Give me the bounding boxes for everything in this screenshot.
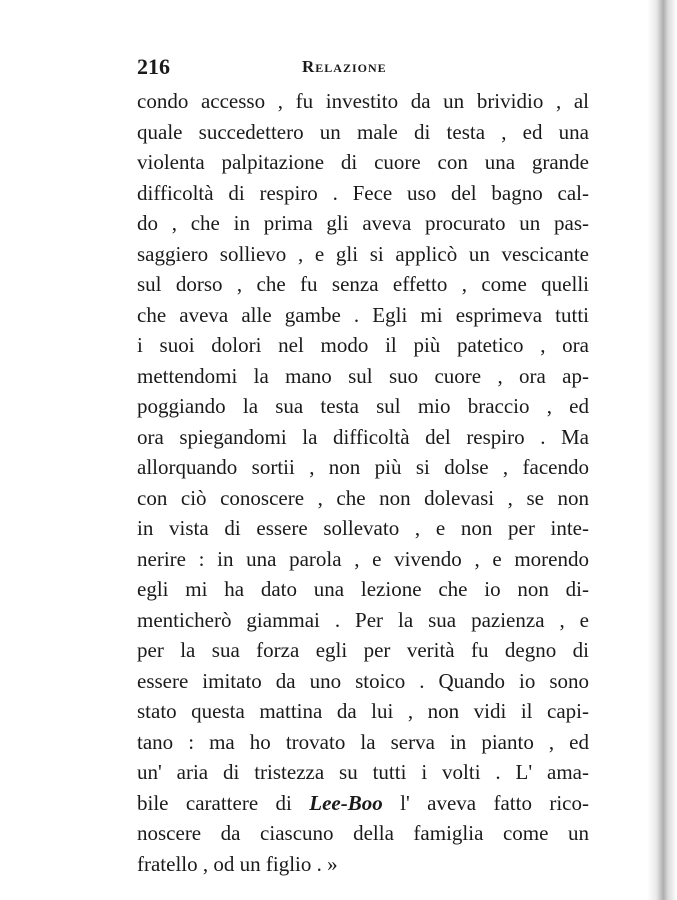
text-line: violenta palpitazione di cuore con una grande <box>137 150 589 174</box>
text-line: difficoltà di respiro . Fece uso del bagno cal- <box>137 180 589 205</box>
text-line: ora spiegandomi la difficoltà del respiro . Ma <box>137 424 589 449</box>
scan-binding-edge <box>647 0 677 900</box>
text-line: essere imitato da uno stoico . Quando io sono <box>137 668 589 693</box>
text-line: tano : ma ho trovato la serva in pianto , ed <box>137 729 589 754</box>
text-line: nerire : in una parola , e vivendo , e morendo <box>137 546 589 571</box>
text-segment: bile carattere di <box>137 790 292 815</box>
text-line: sul dorso , che fu senza effetto , come quelli <box>137 272 589 296</box>
text-line: egli mi ha dato una lezione che io non di- <box>137 577 589 601</box>
text-line: do , che in prima gli aveva procurato un pas- <box>137 211 589 235</box>
text-line: quale succedettero un male di testa , ed una <box>137 119 589 144</box>
page-header <box>137 54 589 82</box>
text-line: per la sua forza egli per verità fu degno di <box>137 638 589 662</box>
text-line: poggiando la sua testa sul mio braccio , ed <box>137 394 589 418</box>
page-number: 216 <box>137 54 170 79</box>
text-line: menticherò giammai . Per la sua pazienza , e <box>137 607 589 632</box>
text-line: stato questa mattina da lui , non vidi il capi- <box>137 699 589 723</box>
text-line-last: fratello , od un figlio . » <box>137 851 338 876</box>
text-line: saggiero sollievo , e gli si applicò un vescicante <box>137 241 589 266</box>
text-line: i suoi dolori nel modo il più patetico , ora <box>137 333 589 357</box>
text-line: allorquando sortii , non più si dolse , facendo <box>137 455 589 479</box>
text-line: mettendomi la mano sul suo cuore , ora ap- <box>137 363 589 388</box>
italic-name: Lee-Boo <box>309 790 383 815</box>
text-line: un' aria di tristezza su tutti i volti . L' ama- <box>137 760 589 784</box>
text-line-with-italic <box>137 788 589 819</box>
text-line: che aveva alle gambe . Egli mi esprimeva tutti <box>137 302 589 327</box>
text-line: con ciò conoscere , che non dolevasi , se non <box>137 485 589 510</box>
running-head: Relazione <box>302 57 387 76</box>
page-body-text <box>137 86 589 879</box>
text-line: noscere da ciascuno della famiglia come un <box>137 821 589 845</box>
text-line: in vista di essere sollevato , e non per inte- <box>137 516 589 540</box>
text-line: condo accesso , fu investito da un brividio , al <box>137 89 589 113</box>
text-segment: l' aveva fatto rico- <box>400 790 589 815</box>
